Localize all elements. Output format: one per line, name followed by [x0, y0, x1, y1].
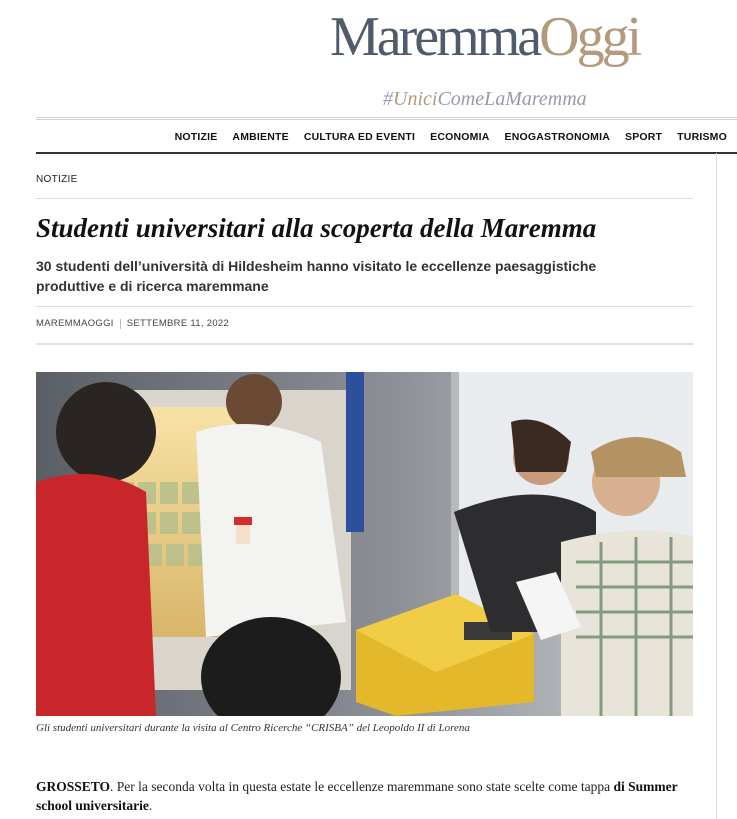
- logo-part-1: Maremma: [330, 6, 540, 68]
- divider: [36, 306, 693, 307]
- divider: [36, 343, 693, 345]
- nav-bottom-divider: [36, 152, 737, 154]
- article-image: [36, 372, 693, 716]
- divider: [36, 198, 693, 199]
- nav-item-notizie[interactable]: NOTIZIE: [174, 130, 218, 143]
- article-date: SETTEMBRE 11, 2022: [126, 318, 230, 329]
- nav-item-economia[interactable]: ECONOMIA: [430, 130, 490, 143]
- tagline-prefix: #: [383, 88, 393, 110]
- meta-separator: [120, 319, 121, 329]
- logo-part-2: Oggi: [539, 6, 640, 68]
- article-category[interactable]: NOTIZIE: [36, 174, 78, 185]
- nav-item-sport[interactable]: SPORT: [625, 130, 663, 143]
- nav-item-cultura-ed-eventi[interactable]: CULTURA ED EVENTI: [303, 130, 416, 143]
- article-title: Studenti universitari alla scoperta della Maremma: [36, 213, 597, 243]
- article-subtitle: 30 studenti dell’università di Hildesheim hanno visitato le eccellenze paesaggistiche produttive e di ricerca maremmane: [36, 258, 597, 294]
- tagline-rest: ComeLaMaremma: [437, 88, 587, 110]
- nav-item-enogastronomia[interactable]: ENOGASTRONOMIA: [504, 130, 610, 143]
- nav-item-turismo[interactable]: TURISMO: [677, 130, 727, 143]
- body-lead-rest: . Per la seconda volta in questa estate le eccellenze maremmane sono state scelte come tappa: [110, 779, 614, 794]
- site-tagline: [383, 88, 587, 111]
- main-nav: [36, 120, 737, 153]
- article-meta: [36, 318, 229, 329]
- site-header: [0, 0, 737, 118]
- site-logo[interactable]: [330, 6, 639, 68]
- nav-item-ambiente[interactable]: AMBIENTE: [232, 130, 289, 143]
- lab-visit-photo: [36, 372, 693, 716]
- body-end: .: [148, 798, 153, 813]
- body-emphasis: di Summer school universitarie: [36, 779, 678, 813]
- body-lead-bold: GROSSETO: [36, 779, 111, 794]
- article-body: [36, 777, 696, 815]
- tagline-highlight: Unici: [393, 88, 438, 110]
- image-caption: Gli studenti universitari durante la visita al Centro Ricerche “CRISBA” del Leopoldo II di Lorena: [36, 722, 470, 734]
- article-author[interactable]: MAREMMAOGGI: [36, 318, 114, 329]
- sidebar-divider: [716, 153, 717, 819]
